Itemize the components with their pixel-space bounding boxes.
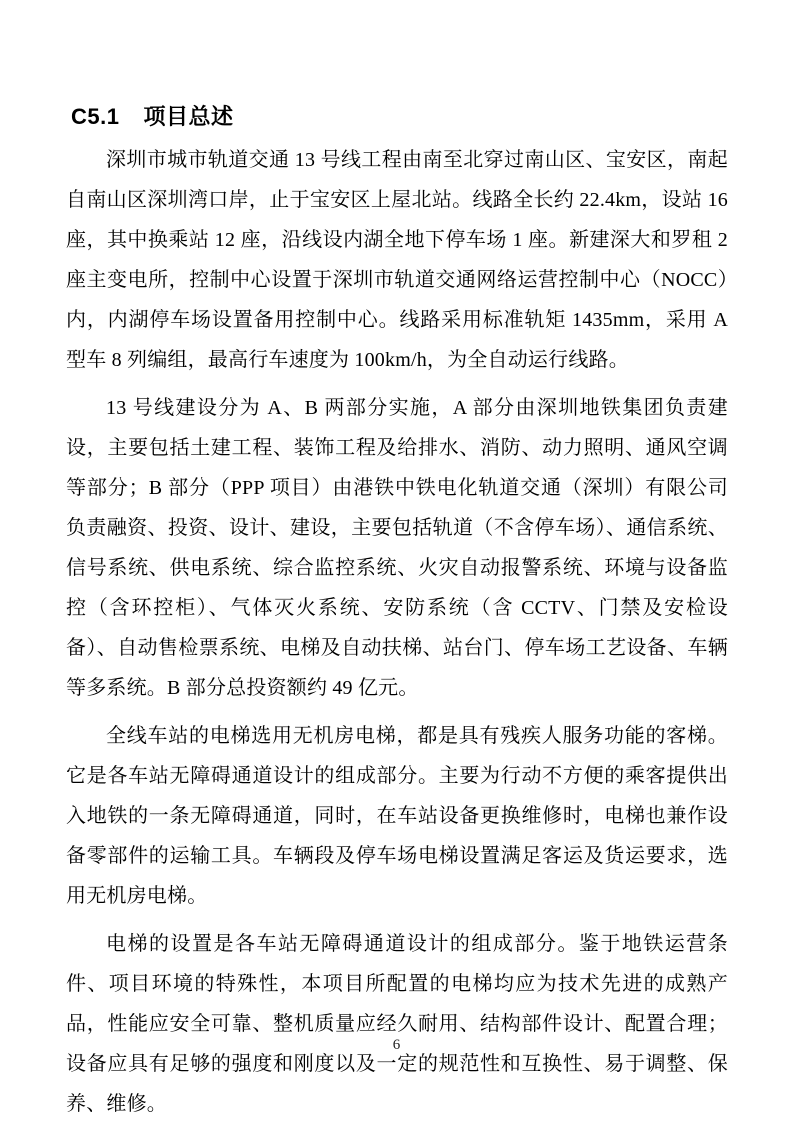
- document-content: [66, 103, 728, 1122]
- paragraph-ab-construction-split: 13 号线建设分为 A、B 两部分实施，A 部分由深圳地铁集团负责建设，主要包括土建工程、装饰工程及给排水、消防、动力照明、通风空调等部分；B 部分（PPP 项目）由港铁中铁电化轨道交通（深圳）有限公司负责融资、投资、设计、建设，主要包括轨道（不含停车场）、通信系统、信号系统、供电系统、综合监控系统、火灾自动报警系统、环境与设备监控（含环控柜）、气体灭火系统、安防系统（含 CCTV、门禁及安检设备）、自动售检票系统、电梯及自动扶梯、站台门、停车场工艺设备、车辆等多系统。B 部分总投资额约 49 亿元。: [66, 397, 728, 699]
- paragraph-line-overview: 深圳市城市轨道交通 13 号线工程由南至北穿过南山区、宝安区，南起自南山区深圳湾口岸，止于宝安区上屋北站。线路全长约 22.4km，设站 16 座，其中换乘站 12 座，沿线设内湖全地下停车场 1 座。新建深大和罗租 2 座主变电所，控制中心设置于深圳市轨道交通网络运营控制中心（NOCC）内，内湖停车场设置备用控制中心。线路采用标准轨矩 1435mm，采用 A 型车 8 列编组，最高行车速度为 100km/h，为全自动运行线路。: [66, 149, 728, 371]
- section-heading-title: 项目总述: [143, 104, 234, 129]
- section-heading: [66, 103, 728, 131]
- paragraph-elevator-selection: 全线车站的电梯选用无机房电梯，都是具有残疾人服务功能的客梯。它是各车站无障碍通道设计的组成部分。主要为行动不方便的乘客提供出入地铁的一条无障碍通道，同时，在车站设备更换维修时，电梯也兼作设备零部件的运输工具。车辆段及停车场电梯设置满足客运及货运要求，选用无机房电梯。: [66, 725, 728, 907]
- page-number: 6: [392, 1037, 401, 1053]
- section-heading-number: C5.1: [71, 104, 120, 129]
- paragraph-elevator-requirements: 电梯的设置是各车站无障碍通道设计的组成部分。鉴于地铁运营条件、项目环境的特殊性，本项目所配置的电梯均应为技术先进的成熟产品，性能应安全可靠、整机质量应经久耐用、结构部件设计、配置合理；设备应具有足够的强度和刚度以及一定的规范性和互换性、易于调整、保养、维修。: [66, 933, 728, 1115]
